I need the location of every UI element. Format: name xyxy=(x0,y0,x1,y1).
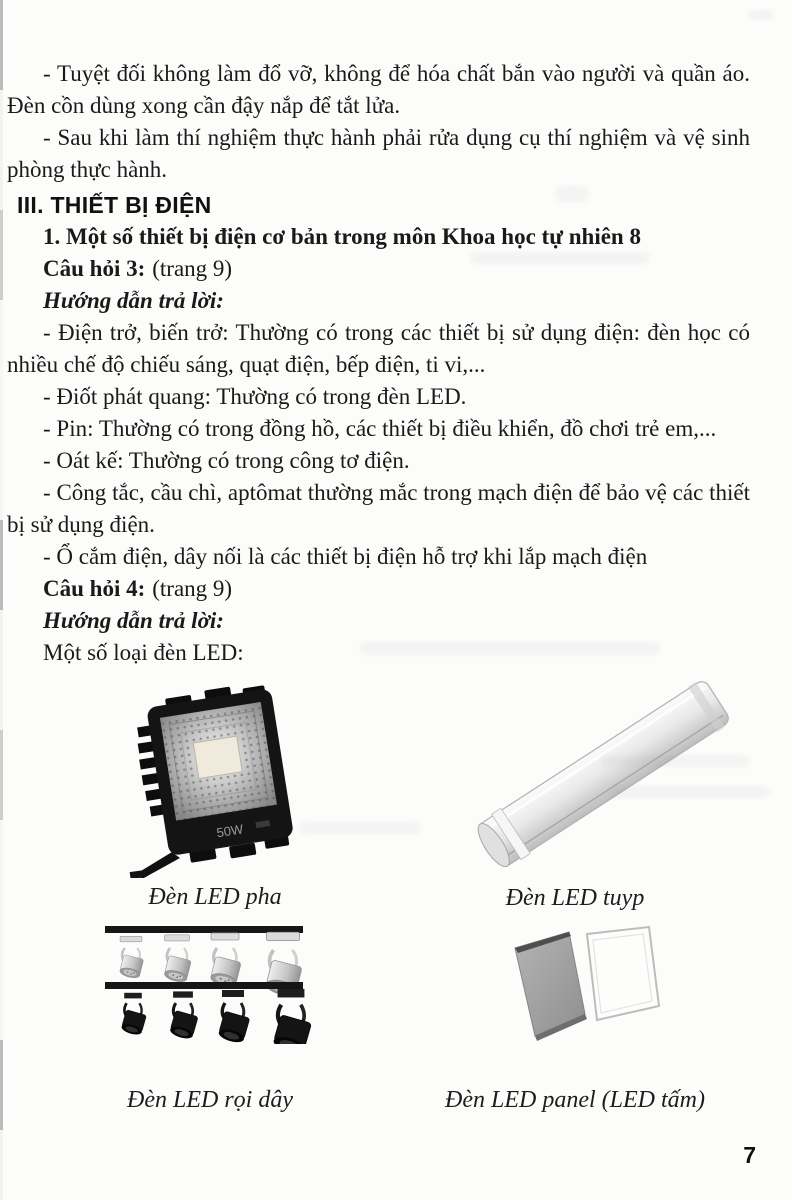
caption-led-floodlight: Đèn LED pha xyxy=(148,884,282,910)
floodlight-wattage-label: 50W xyxy=(215,821,245,841)
led-tube-image xyxy=(460,672,750,877)
led-floodlight-image xyxy=(120,678,310,878)
section-heading: III. THIẾT BỊ ĐIỆN xyxy=(17,192,212,218)
answer3-item-resistor: - Điện trở, biến trở: Thường có trong các thiết bị sử dụng điện: đèn học có nhiều chế độ chiếu sáng, quạt điện, bếp điện, ti vi,... xyxy=(7,320,750,377)
figure-led-panel xyxy=(395,922,755,1115)
answer-guide-heading-2: Hướng dẫn trả lời: xyxy=(43,608,224,633)
paragraph-lab-rule-2: - Sau khi làm thí nghiệm thực hành phải rửa dụng cụ thí nghiệm và vệ sinh phòng thực hành. xyxy=(7,125,750,182)
answer3-item-switch-fuse: - Công tắc, cầu chì, aptômat thường mắc trong mạch điện để bảo vệ các thiết bị sử dụng điện. xyxy=(7,480,750,537)
answer3-item-wattmeter: - Oát kế: Thường có trong công tơ điện. xyxy=(43,448,410,473)
scan-artifact xyxy=(600,755,750,767)
tube-body-group xyxy=(471,677,732,873)
led-panel-image xyxy=(485,922,665,1062)
answer3-item-diode: - Điốt phát quang: Thường có trong đèn LED. xyxy=(43,384,467,409)
scan-artifact xyxy=(748,10,774,20)
scan-artifact xyxy=(300,822,420,834)
answer3-item-socket-wire: - Ổ cắm điện, dây nối là các thiết bị điện hỗ trợ khi lắp mạch điện xyxy=(43,544,648,569)
scan-artifact xyxy=(360,642,660,655)
scan-artifact xyxy=(610,786,770,798)
question-4-page-ref: (trang 9) xyxy=(152,576,233,601)
scan-artifact xyxy=(555,186,589,202)
figure-led-track-lights xyxy=(25,918,395,1115)
question-4-label: Câu hỏi 4: xyxy=(43,576,146,601)
floodlight-cob-chip xyxy=(193,736,242,778)
answer-guide-heading-1: Hướng dẫn trả lời: xyxy=(43,288,224,313)
led-types-intro: Một số loại đèn LED: xyxy=(43,640,244,665)
caption-led-tube: Đèn LED tuyp xyxy=(505,885,645,911)
paragraph-lab-rule-1: - Tuyệt đối không làm đổ vỡ, không để hóa chất bắn vào người và quần áo. Đèn cồn dùng xong cần đậy nắp để tắt lửa. xyxy=(7,61,750,118)
caption-led-track-lights: Đèn LED rọi dây xyxy=(127,1087,293,1113)
floodlight-body-group xyxy=(130,680,296,870)
panel-back-group xyxy=(515,932,587,1041)
led-track-lights-image xyxy=(95,918,325,1044)
panel-front-group xyxy=(587,927,659,1020)
answer3-item-battery: - Pin: Thường có trong đồng hồ, các thiết bị điều khiển, đồ chơi trẻ em,... xyxy=(43,416,717,441)
question-3-label: Câu hỏi 3: xyxy=(43,256,146,281)
question-4-line xyxy=(7,573,750,605)
scan-artifact xyxy=(470,252,650,264)
figure-led-floodlight xyxy=(30,678,400,912)
caption-led-panel: Đèn LED panel (LED tấm) xyxy=(445,1087,705,1113)
track-rail-bottom xyxy=(105,982,303,989)
question-3-page-ref: (trang 9) xyxy=(152,256,233,281)
subsection-heading: 1. Một số thiết bị điện cơ bản trong môn Khoa học tự nhiên 8 xyxy=(43,224,641,249)
page-number: 7 xyxy=(743,1142,756,1168)
